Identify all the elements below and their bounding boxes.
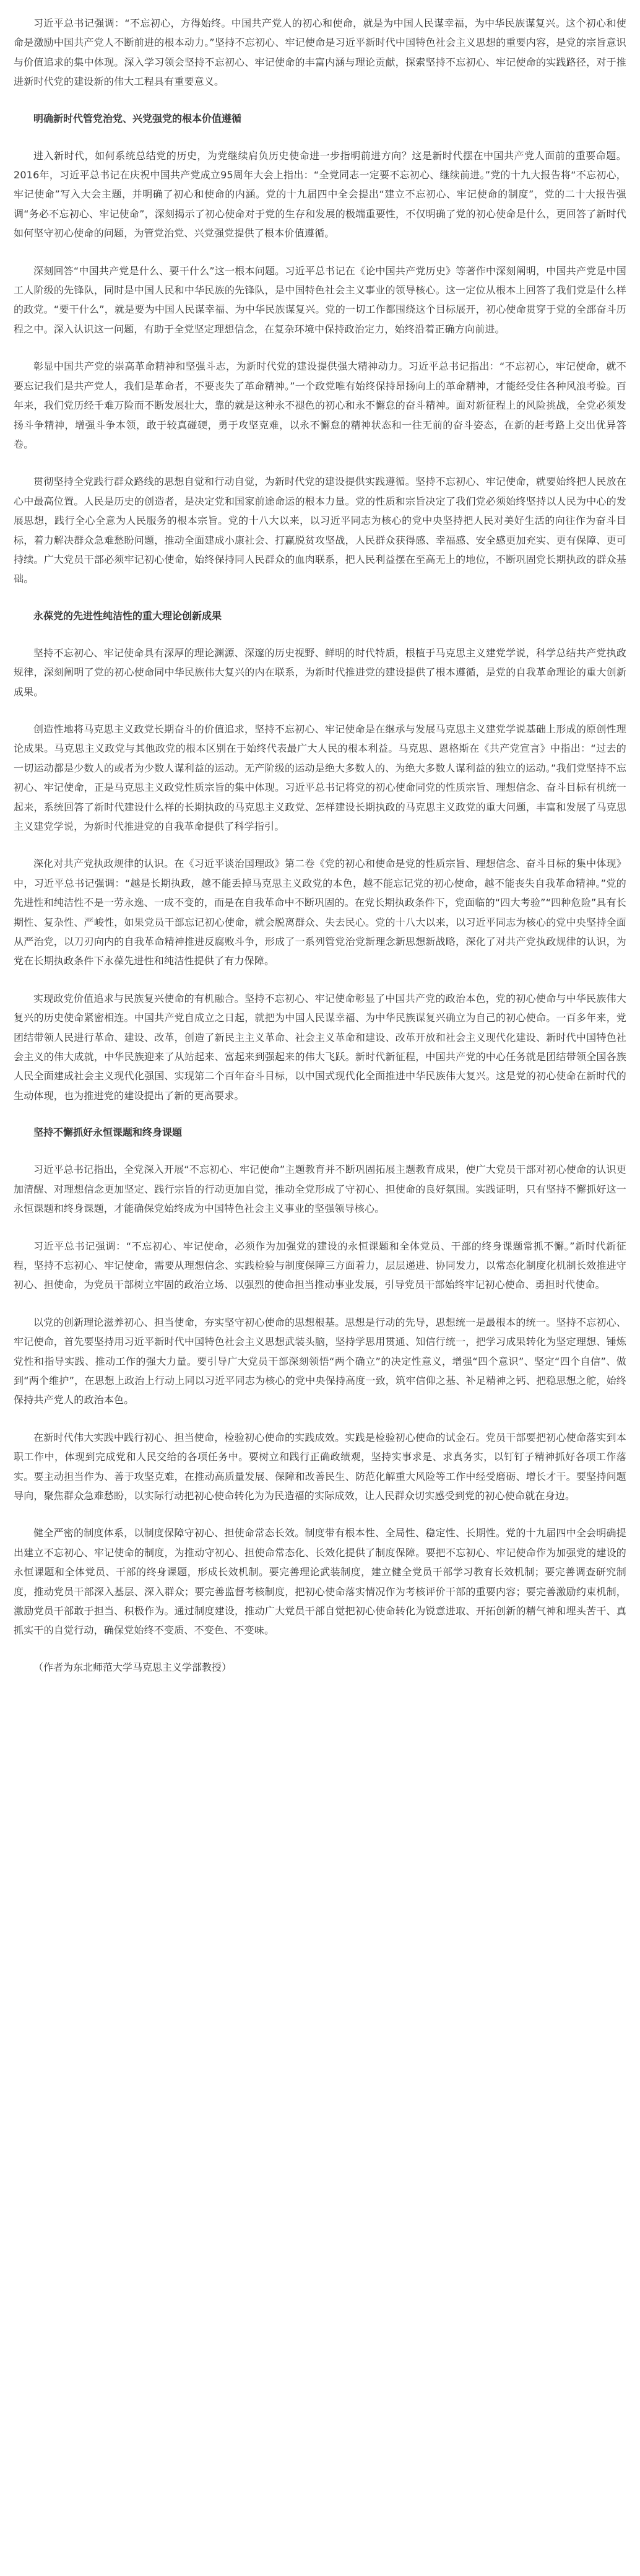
article-paragraph: 习近平总书记强调：“不忘初心、牢记使命，必须作为加强党的建设的永恒课题和全体党员、干部的终身课题常抓不懈。”新时代新征程，坚持不忘初心、牢记使命，需要从理想信念、实践检验与制度保障三方面着力，层层递进、协同发力，以常态化制度化机制长效推进守初心、担使命，为党员干部树立牢固的政治立场、以强烈的使命担当推动事业发展，引导党员干部始终牢记初心使命、勇担时代使命。 bbox=[14, 1240, 626, 1291]
article-paragraph: 习近平总书记强调：“不忘初心，方得始终。中国共产党人的初心和使命，就是为中国人民谋幸福，为中华民族谋复兴。这个初心和使命是激励中国共产党人不断前进的根本动力。”坚持不忘初心、牢记使命是习近平新时代中国特色社会主义思想的重要内容，是党的宗旨意识与价值追求的集中体现。深入学习领会坚持不忘初心、牢记使命的丰富内涵与理论贡献，探索坚持不忘初心、牢记使命的实践路径，对于推进新时代党的建设新的伟大工程具有重要意义。 bbox=[14, 17, 626, 88]
article-paragraph: 习近平总书记指出，全党深入开展“不忘初心、牢记使命”主题教育并不断巩固拓展主题教育成果，使广大党员干部对初心使命的认识更加清醒、对理想信念更加坚定、践行宗旨的行动更加自觉，推动全党形成了守初心、担使命的良好氛围。实践证明，只有坚持不懈抓好这一永恒课题和终身课题，才能确保党始终成为中国特色社会主义事业的坚强领导核心。 bbox=[14, 1164, 626, 1215]
article-paragraph: 深化对共产党执政规律的认识。在《习近平谈治国理政》第二卷《党的初心和使命是党的性质宗旨、理想信念、奋斗目标的集中体现》中，习近平总书记强调：“越是长期执政，越不能丢掉马克思主义政党的本色，越不能忘记党的初心使命，越不能丧失自我革命精神。”党的先进性和纯洁性不是一劳永逸、一成不变的，而是在自我革命中不断巩固的。在党长期执政条件下，党面临的“四大考验”“四种危险”具有长期性、复杂性、严峻性，如果党员干部忘记初心使命，就会脱离群众、失去民心。党的十八大以来，以习近平同志为核心的党中央坚持全面从严治党，以刀刃向内的自我革命精神推进反腐败斗争，形成了一系列管党治党新理念新思想新战略，深化了对共产党执政规律的认识，为党在长期执政条件下永葆先进性和纯洁性提供了有力保障。 bbox=[14, 858, 626, 967]
article-paragraph: 健全严密的制度体系，以制度保障守初心、担使命常态长效。制度带有根本性、全局性、稳定性、长期性。党的十九届四中全会明确提出建立不忘初心、牢记使命的制度，为推动守初心、担使命常态化、长效化提供了制度保障。要把不忘初心、牢记使命作为加强党的建设的永恒课题和全体党员、干部的终身课题，形成长效机制。要完善理论武装制度，建立健全党员干部学习教育长效机制；要完善调查研究制度，推动党员干部深入基层、深入群众；要完善监督考核制度，把初心使命落实情况作为考核评价干部的重要内容；要完善激励约束机制，激励党员干部敢于担当、积极作为。通过制度建设，推动广大党员干部自觉把初心使命转化为锐意进取、开拓创新的精气神和埋头苦干、真抓实干的自觉行动，确保党始终不变质、不变色、不变味。 bbox=[14, 1527, 626, 1637]
article-paragraph: 深刻回答“中国共产党是什么、要干什么”这一根本问题。习近平总书记在《论中国共产党历史》等著作中深刻阐明，中国共产党是中国工人阶级的先锋队，同时是中国人民和中华民族的先锋队，是中国特色社会主义事业的领导核心。这一定位从根本上回答了我们党是什么样的政党。“要干什么”，就是要为中国人民谋幸福、为中华民族谋复兴。党的一切工作都围绕这个目标展开，初心使命贯穿于党的全部奋斗历程之中。深入认识这一问题，有助于全党坚定理想信念，在复杂环境中保持政治定力，始终沿着正确方向前进。 bbox=[14, 264, 626, 335]
article-paragraph: 贯彻坚持全党践行群众路线的思想自觉和行动自觉，为新时代党的建设提供实践遵循。坚持不忘初心、牢记使命，就要始终把人民放在心中最高位置。人民是历史的创造者，是决定党和国家前途命运的根本力量。党的性质和宗旨决定了我们党必须始终坚持以人民为中心的发展思想，践行全心全意为人民服务的根本宗旨。党的十八大以来，以习近平同志为核心的党中央坚持把人民对美好生活的向往作为奋斗目标，着力解决群众急难愁盼问题，推动全面建成小康社会、打赢脱贫攻坚战，人民群众获得感、幸福感、安全感更加充实、更有保障、更可持续。广大党员干部必须牢记初心使命，始终保持同人民群众的血肉联系，把人民利益摆在至高无上的地位，不断巩固党长期执政的群众基础。 bbox=[14, 476, 626, 585]
author-note: （作者为东北师范大学马克思主义学部教授） bbox=[33, 1661, 232, 1673]
article-paragraph: 彰显中国共产党的崇高革命精神和坚强斗志，为新时代党的建设提供强大精神动力。习近平总书记指出：“不忘初心，牢记使命，就不要忘记我们是共产党人，我们是革命者，不要丧失了革命精神。”一个政党唯有始终保持昂扬向上的革命精神，才能经受住各种风浪考验。百年来，我们党历经千难万险而不断发展壮大，靠的就是这种永不褪色的初心和永不懈怠的奋斗精神。面对新征程上的风险挑战，全党必须发扬斗争精神，增强斗争本领，敢于较真碰硬，勇于攻坚克难，以永不懈怠的精神状态和一往无前的奋斗姿态，在新的赶考路上交出优异答卷。 bbox=[14, 360, 626, 450]
article-paragraph: 创造性地将马克思主义政党长期奋斗的价值追求，坚持不忘初心、牢记使命是在继承与发展马克思主义建党学说基础上形成的原创性理论成果。马克思主义政党与其他政党的根本区别在于始终代表最广大人民的根本利益。马克思、恩格斯在《共产党宣言》中指出：“过去的一切运动都是少数人的或者为少数人谋利益的运动。无产阶级的运动是绝大多数人的、为绝大多数人谋利益的独立的运动。”我们党坚持不忘初心、牢记使命，正是马克思主义政党性质宗旨的集中体现。习近平总书记将党的初心使命同党的性质宗旨、理想信念、奋斗目标有机统一起来，系统回答了新时代建设什么样的长期执政的马克思主义政党、怎样建设长期执政的马克思主义政党的重大问题，丰富和发展了马克思主义建党学说，为新时代推进党的自我革命提供了科学指引。 bbox=[14, 723, 626, 832]
article-paragraph: 以党的创新理论滋养初心、担当使命，夯实坚守初心使命的思想根基。思想是行动的先导，思想统一是最根本的统一。坚持不忘初心、牢记使命，首先要坚持用习近平新时代中国特色社会主义思想武装头脑，坚持学思用贯通、知信行统一，把学习成果转化为坚定理想、锤炼党性和指导实践、推动工作的强大力量。要引导广大党员干部深刻领悟“两个确立”的决定性意义，增强“四个意识”、坚定“四个自信”、做到“两个维护”，在思想上政治上行动上同以习近平同志为核心的党中央保持高度一致，筑牢信仰之基、补足精神之钙、把稳思想之舵，始终保持共产党人的政治本色。 bbox=[14, 1316, 626, 1406]
article-paragraph: 在新时代伟大实践中践行初心、担当使命，检验初心使命的实践成效。实践是检验初心使命的试金石。党员干部要把初心使命落实到本职工作中，体现到完成党和人民交给的各项任务中。要树立和践行正确政绩观，坚持实事求是、求真务实，以钉钉子精神抓好各项工作落实。要主动担当作为、善于攻坚克难，在推动高质量发展、保障和改善民生、防范化解重大风险等工作中经受磨砺、增长才干。要坚持问题导向，聚焦群众急难愁盼，以实际行动把初心使命转化为为民造福的实际成效，让人民群众切实感受到党的初心使命就在身边。 bbox=[14, 1431, 626, 1502]
article-paragraph: 实现政党价值追求与民族复兴使命的有机融合。坚持不忘初心、牢记使命彰显了中国共产党的政治本色，党的初心使命与中华民族伟大复兴的历史使命紧密相连。中国共产党自成立之日起，就把为中国人民谋幸福、为中华民族谋复兴确立为自己的初心使命。一百多年来，党团结带领人民进行革命、建设、改革，创造了新民主主义革命、社会主义革命和建设、改革开放和社会主义现代化建设、新时代中国特色社会主义的伟大成就，中华民族迎来了从站起来、富起来到强起来的伟大飞跃。新时代新征程，中国共产党的中心任务就是团结带领全国各族人民全面建成社会主义现代化强国、实现第二个百年奋斗目标，以中国式现代化全面推进中华民族伟大复兴。这是党的初心使命在新时代的生动体现，也为推进党的建设提出了新的更高要求。 bbox=[14, 992, 626, 1102]
article-paragraph: 坚持不忘初心、牢记使命具有深厚的理论渊源、深邃的历史视野、鲜明的时代特质，根植于马克思主义建党学说，科学总结共产党执政规律，深刻阐明了党的初心使命同中华民族伟大复兴的内在联系，为新时代推进党的建设提供了根本遵循，是党的自我革命理论的重大创新成果。 bbox=[14, 646, 626, 698]
article-paragraph: 进入新时代，如何系统总结党的历史，为党继续肩负历史使命进一步指明前进方向？这是新时代摆在中国共产党人面前的重要命题。2016年，习近平总书记在庆祝中国共产党成立95周年大会上指出：“全党同志一定要不忘初心、继续前进。”党的十九大报告将“不忘初心，牢记使命”写入大会主题，并明确了初心和使命的内涵。党的十九届四中全会提出“建立不忘初心、牢记使命的制度”，党的二十大报告强调“务必不忘初心、牢记使命”，深刻揭示了初心使命对于党的生存和发展的极端重要性，不仅明确了党的初心使命是什么，更回答了新时代如何坚守初心使命的问题，为管党治党、兴党强党提供了根本价值遵循。 bbox=[14, 149, 626, 240]
article-body bbox=[14, 14, 626, 1640]
section-heading: 明确新时代管党治党、兴党强党的根本价值遵循 bbox=[33, 112, 242, 124]
section-heading: 永葆党的先进性纯洁性的重大理论创新成果 bbox=[33, 609, 222, 622]
section-heading: 坚持不懈抓好永恒课题和终身课题 bbox=[33, 1126, 183, 1139]
